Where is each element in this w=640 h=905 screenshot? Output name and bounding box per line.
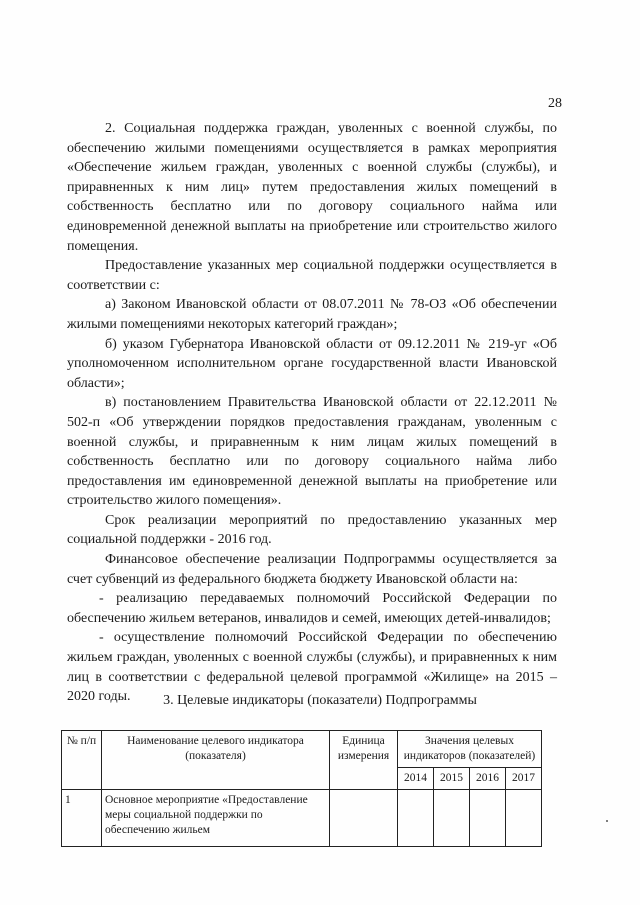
paragraph-social-support: 2. Социальная поддержка граждан, уволенных с военной службы, по обеспечению жилыми помещениями осуществляется в рамках мероприятия «Обеспечение жильем граждан, уволенных с военной службы (службы), и приравненных к ним лиц» путем предоставления жилых помещений в собственность бесплатно или по договору социального найма или единовременной денежной выплаты на приобретение или строительство жилого помещения. [67, 121, 557, 254]
table-row [62, 790, 542, 847]
header-num: № п/п [62, 731, 102, 790]
header-unit: Единица измерения [330, 731, 398, 790]
header-year: 2015 [434, 768, 470, 790]
body-text [67, 119, 557, 707]
paragraph-resolution-c: в) постановлением Правительства Ивановской области от 22.12.2011 № 502-п «Об утверждении порядков предоставления гражданам, уволенным с военной службы, и приравненным к ним лицам жилых помещений в собственность бесплатно или по договору социального найма либо предоставления им единовременной денежной выплаты на приобретение или строительство жилого помещения». [67, 395, 557, 509]
header-indicator-name: Наименование целевого индикатора (показателя) [102, 731, 330, 790]
paragraph-decree-b: б) указом Губернатора Ивановской области от 09.12.2011 № 219-уг «Об уполномоченном исполнительном органе государственной власти Ивановской области»; [67, 336, 557, 391]
header-year: 2014 [398, 768, 434, 790]
row-num: 1 [62, 790, 102, 847]
table-header-row [62, 731, 542, 768]
paragraph-provision-basis: Предоставление указанных мер социальной поддержки осуществляется в соответствии с: [67, 258, 557, 293]
row-value [434, 790, 470, 847]
header-year: 2016 [470, 768, 506, 790]
row-indicator-name: Основное мероприятие «Предоставление меры социальной поддержки по обеспечению жильем [102, 790, 330, 847]
row-value [398, 790, 434, 847]
scan-speck [606, 820, 608, 822]
paragraph-term: Срок реализации мероприятий по предоставлению указанных мер социальной поддержки - 2016 год. [67, 512, 557, 548]
page-number: 28 [548, 96, 562, 111]
indicators-table [61, 730, 542, 847]
paragraph-dash-military: - осуществление полномочий Российской Федерации по обеспечению жильем граждан, уволенных с военной службы (службы), и приравненных к ним лиц в соответствии с федеральной целевой программой «Жилище» на 2015 – 2020 годы. [67, 630, 557, 705]
row-value [506, 790, 542, 847]
paragraph-financing: Финансовое обеспечение реализации Подпрограммы осуществляется за счет субвенций из федерального бюджета бюджету Ивановской области на: [67, 552, 557, 587]
header-year: 2017 [506, 768, 542, 790]
header-values: Значения целевых индикаторов (показателей) [398, 731, 542, 768]
paragraph-law-a: а) Законом Ивановской области от 08.07.2011 № 78-ОЗ «Об обеспечении жилыми помещениями некоторых категорий граждан»; [67, 297, 557, 332]
row-unit [330, 790, 398, 847]
section-title: 3. Целевые индикаторы (показатели) Подпрограммы [163, 693, 477, 708]
paragraph-dash-veterans: - реализацию передаваемых полномочий Российской Федерации по обеспечению жильем ветеранов, инвалидов и семей, имеющих детей-инвалидов; [67, 591, 557, 626]
row-value [470, 790, 506, 847]
